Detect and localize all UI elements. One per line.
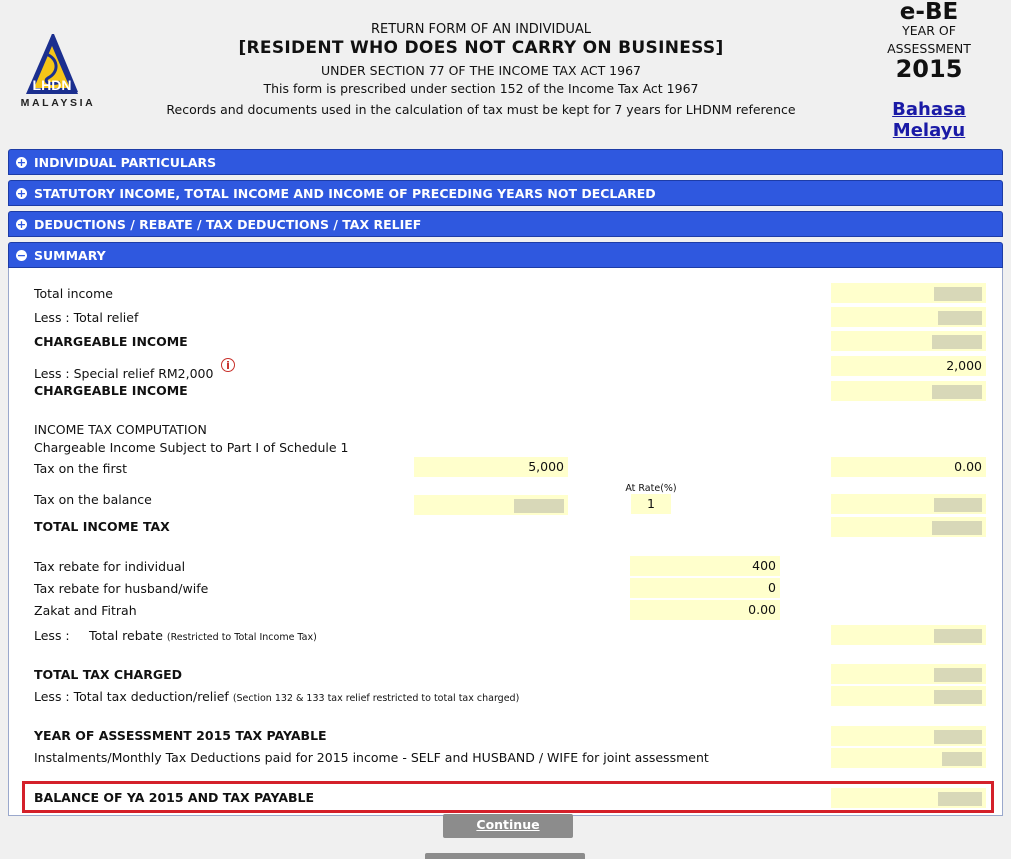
form-records-note: Records and documents used in the calculation of tax must be kept for 7 years for LHDNM reference: [166, 102, 796, 117]
svg-text:MALAYSIA: MALAYSIA: [20, 97, 96, 109]
form-title: RETURN FORM OF AN INDIVIDUAL: [370, 22, 592, 37]
svg-text:LHDN: LHDN: [32, 77, 72, 93]
rebate-spouse-label: Tax rebate for husband/wife: [34, 581, 209, 596]
total-rebate-field[interactable]: [831, 625, 986, 645]
yoa-label: YEAR OF: [902, 23, 956, 38]
expand-icon: +: [16, 218, 27, 231]
instalments-label: Instalments/Monthly Tax Deductions paid for 2015 income - SELF and HUSBAND / WIFE for joint assessment: [34, 750, 709, 765]
yoa-label-2: ASSESSMENT: [887, 41, 971, 56]
section-label: SUMMARY: [34, 248, 106, 263]
balance-field[interactable]: [831, 788, 986, 808]
rebate-spouse-field[interactable]: 0: [630, 578, 780, 598]
chargeable-income-label: CHARGEABLE INCOME: [34, 334, 188, 349]
tax-computation-heading: INCOME TAX COMPUTATION: [34, 422, 207, 437]
form-section-ref: UNDER SECTION 77 OF THE INCOME TAX ACT 1967: [320, 63, 641, 78]
section-individual-particulars[interactable]: [8, 149, 1003, 175]
total-income-tax-label: TOTAL INCOME TAX: [34, 519, 170, 534]
tax-deduction-label: [34, 689, 519, 704]
special-relief-field[interactable]: 2,000: [831, 356, 986, 376]
tax-payable-label: YEAR OF ASSESSMENT 2015 TAX PAYABLE: [34, 728, 327, 743]
lhdn-logo: [8, 32, 112, 110]
total-income-field[interactable]: [831, 283, 986, 303]
rebate-individual-field[interactable]: 400: [630, 556, 780, 576]
total-income-tax-field[interactable]: [831, 517, 986, 537]
total-income-label: Total income: [34, 286, 113, 301]
collapse-icon: −: [16, 249, 27, 262]
info-icon[interactable]: i: [221, 358, 235, 372]
form-prescription: This form is prescribed under section 152 of the Income Tax Act 1967: [263, 81, 699, 96]
total-tax-charged-label: TOTAL TAX CHARGED: [34, 667, 183, 682]
section-deductions[interactable]: [8, 211, 1003, 237]
tax-balance-value[interactable]: [831, 494, 986, 514]
section-label: INDIVIDUAL PARTICULARS: [34, 155, 217, 170]
expand-icon: +: [16, 156, 27, 169]
tax-deduction-note: (Section 132 & 133 tax relief restricted to total tax charged): [232, 693, 520, 704]
rate-label: At Rate(%): [625, 483, 677, 494]
balance-label: BALANCE OF YA 2015 AND TAX PAYABLE: [34, 790, 315, 805]
total-rebate-label: [89, 628, 317, 643]
instalments-field[interactable]: [831, 748, 986, 768]
section-summary[interactable]: [8, 242, 1003, 268]
tax-payable-field[interactable]: [831, 726, 986, 746]
total-tax-charged-field[interactable]: [831, 664, 986, 684]
assessment-year: 2015: [895, 55, 963, 83]
chargeable-income-field[interactable]: [831, 331, 986, 351]
total-relief-label: Less : Total relief: [34, 310, 139, 325]
section-label: DEDUCTIONS / REBATE / TAX DEDUCTIONS / TAX RELIEF: [34, 217, 422, 232]
zakat-field[interactable]: 0.00: [630, 600, 780, 620]
zakat-label: Zakat and Fitrah: [34, 603, 137, 618]
secondary-button[interactable]: [425, 853, 585, 859]
total-rebate-text: Total rebate: [89, 628, 163, 643]
schedule-label: Chargeable Income Subject to Part I of Schedule 1: [34, 440, 349, 455]
language-link[interactable]: Bahasa: [892, 99, 966, 120]
special-relief-label: Less : Special relief RM2,000: [34, 366, 214, 381]
tax-balance-amount[interactable]: [414, 495, 568, 515]
tax-balance-label: Tax on the balance: [34, 492, 152, 507]
expand-icon: +: [16, 187, 27, 200]
tax-rate-field[interactable]: 1: [631, 494, 671, 514]
tax-first-label: Tax on the first: [34, 461, 128, 476]
tax-deduction-field[interactable]: [831, 686, 986, 706]
section-label: STATUTORY INCOME, TOTAL INCOME AND INCOME OF PRECEDING YEARS NOT DECLARED: [34, 186, 656, 201]
total-relief-field[interactable]: [831, 307, 986, 327]
chargeable-income-label-2: CHARGEABLE INCOME: [34, 383, 188, 398]
section-statutory-income[interactable]: [8, 180, 1003, 206]
total-rebate-note: (Restricted to Total Income Tax): [166, 632, 317, 643]
less-label: Less :: [34, 628, 70, 643]
chargeable-income-field-2[interactable]: [831, 381, 986, 401]
continue-button[interactable]: Continue: [443, 814, 573, 838]
form-code: e-BE: [899, 0, 959, 25]
rebate-individual-label: Tax rebate for individual: [34, 559, 186, 574]
tax-deduction-text: Less : Total tax deduction/relief: [34, 689, 229, 704]
tax-first-value[interactable]: 0.00: [831, 457, 986, 477]
tax-first-amount[interactable]: 5,000: [414, 457, 568, 477]
language-link-2[interactable]: Melayu: [892, 120, 966, 141]
form-subtitle: [RESIDENT WHO DOES NOT CARRY ON BUSINESS]: [238, 38, 724, 58]
